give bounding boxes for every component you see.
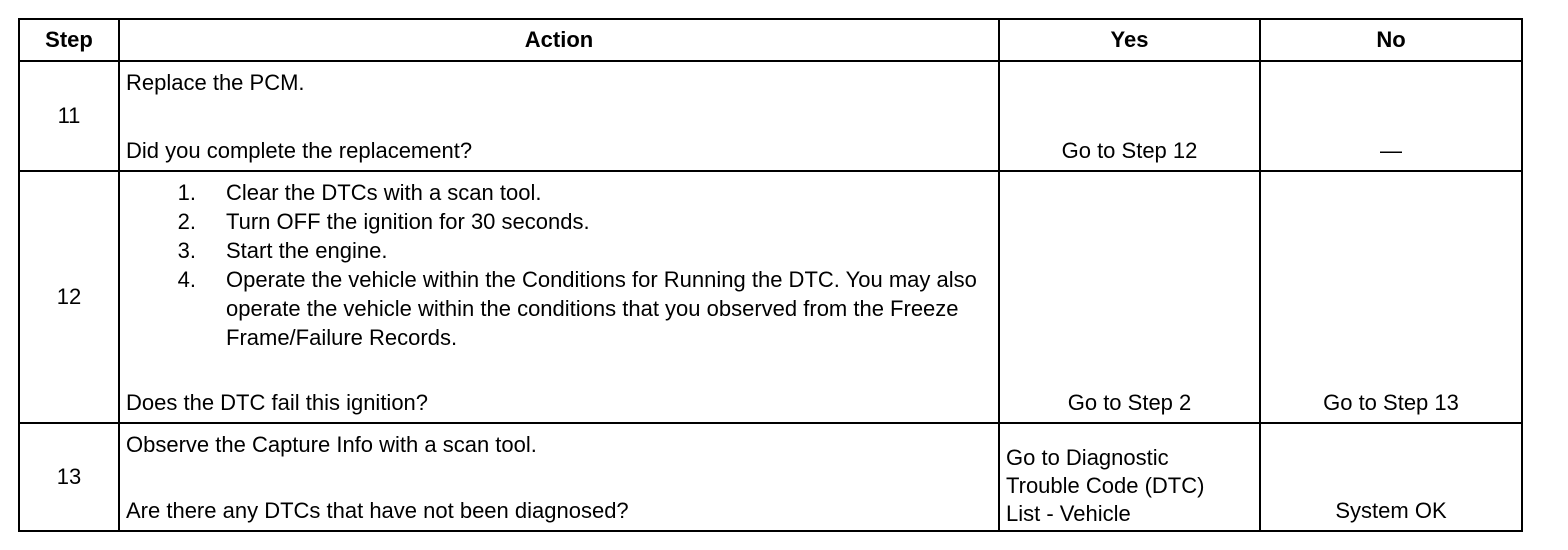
yes-cell [999,61,1260,171]
action-question: Does the DTC fail this ignition? [126,390,429,415]
action-instruction: Observe the Capture Info with a scan tool. [126,432,537,457]
header-yes: Yes [999,19,1260,61]
substep-number: 2. [177,209,196,234]
table-row [19,171,1522,423]
header-step: Step [19,19,119,61]
yes-cell [999,423,1260,531]
step-number: 11 [19,61,119,171]
substep-number: 4. [177,267,196,292]
action-cell [119,171,999,423]
substep-text: Turn OFF the ignition for 30 seconds. [226,209,590,234]
yes-result [1000,444,1259,530]
action-instruction: Replace the PCM. [126,70,305,95]
substep-number: 1. [177,180,196,205]
header-row [19,19,1522,61]
no-cell [1260,61,1522,171]
no-result: System OK [1335,498,1447,523]
step-number: 12 [19,171,119,423]
substep-item [126,236,992,265]
no-cell [1260,423,1522,531]
substep-item [126,178,992,207]
substep-text: Operate the vehicle within the Conditions for Running the DTC. You may also operate the vehicle within the conditions that you observed from the Freeze Frame/Failure Records. [226,267,977,350]
action-cell [119,423,999,531]
table-row [19,423,1522,531]
diagnostic-table [18,18,1523,532]
header-no: No [1260,19,1522,61]
substep-item [126,207,992,236]
substep-list [126,178,992,352]
substep-text: Clear the DTCs with a scan tool. [226,180,542,205]
no-result: — [1380,138,1402,163]
substep-number: 3. [177,238,196,263]
yes-result-line: Go to Diagnostic [1006,445,1169,470]
no-result: Go to Step 13 [1323,390,1459,415]
action-question: Did you complete the replacement? [126,138,473,163]
yes-result-line: Trouble Code (DTC) [1006,473,1205,498]
no-cell [1260,171,1522,423]
substep-item [126,265,992,352]
action-question: Are there any DTCs that have not been diagnosed? [126,498,629,523]
yes-result-line: List - Vehicle [1006,501,1131,526]
action-cell [119,61,999,171]
table-row [19,61,1522,171]
step-number: 13 [19,423,119,531]
yes-result: Go to Step 2 [1067,390,1192,415]
substep-text: Start the engine. [226,238,388,263]
yes-result: Go to Step 12 [1061,138,1198,163]
yes-cell [999,171,1260,423]
header-action: Action [119,19,999,61]
